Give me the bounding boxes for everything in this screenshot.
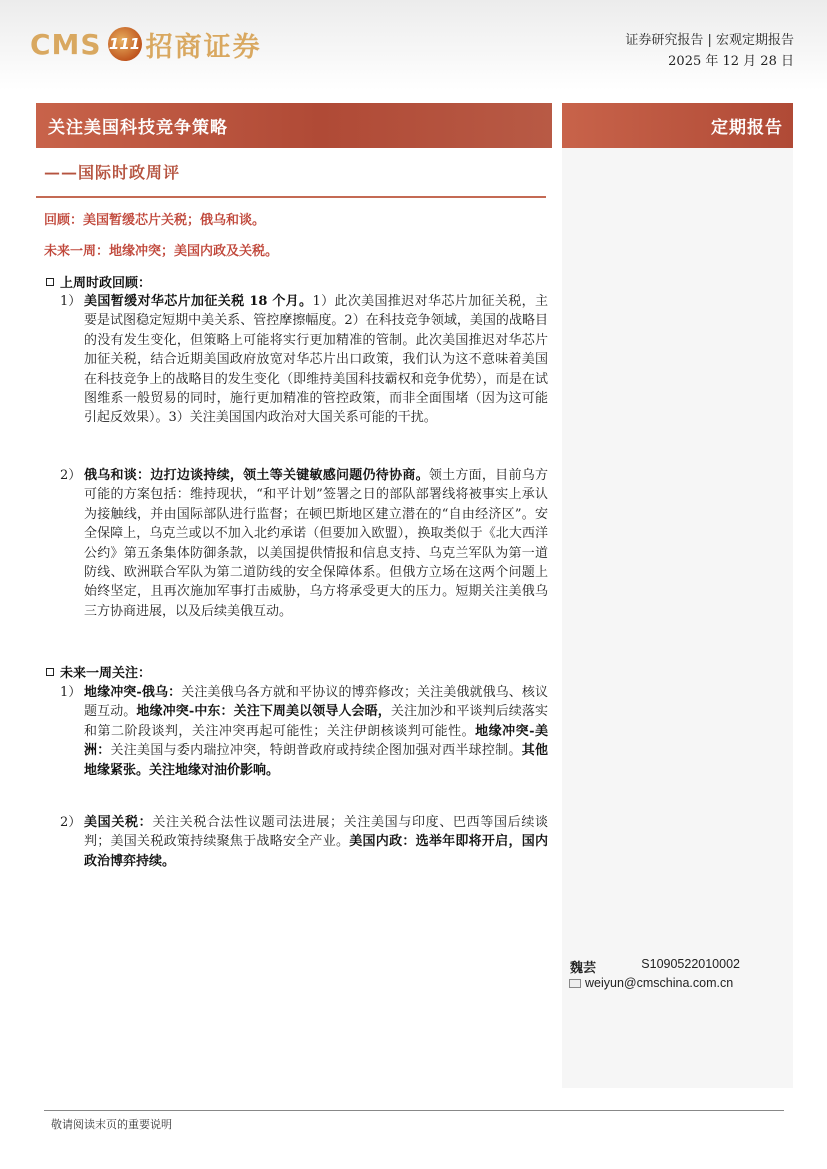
- logo-cms-text: CMS: [30, 27, 102, 61]
- item-heading: 美国暂缓对华芯片加征关税 18 个月。: [84, 294, 313, 309]
- item-heading: 地缘冲突-中东：关注下周美以领导人会晤，: [136, 704, 391, 720]
- item-text: 关注美国与委内瑞拉冲突，特朗普政府或持续企图加强对西半球控制。: [110, 743, 522, 759]
- item-paragraph: [84, 683, 548, 780]
- list-item: [60, 813, 548, 871]
- item-text: 关注关税合法性议题司法进展；关注美国与印度、巴西等国后续谈判；美国关税政策持续聚焦于战略安全产业。: [84, 815, 548, 850]
- item-text: 1）此次美国推迟对华芯片加征关税，主要是试图稳定短期中美关系、管控摩擦幅度。2）在科技竞争领域，美国的战略目的没有发生变化，但策略上可能将实行更加精准的管制。此次美国推迟对华芯片加征关税，结合近期美国政府放宽对华芯片出口政策，我们认为这不意味着美国在科技竞争上的战略目的发生变化（即维持美国科技霸权和竞争优势），而是在试图维系一般贸易的同时，施行更加精准的管控政策，而非全面围堵（因为这可能引起反效果）。3）关注美国国内政治对大国关系可能的干扰。: [84, 294, 548, 426]
- item-heading: 美国内政：选举年即将开启，国内政治博弈持续。: [84, 834, 548, 869]
- checkbox-bullet-icon: [46, 278, 54, 286]
- report-subtitle: ——国际时政周评: [44, 163, 181, 182]
- footer-divider: [44, 1110, 784, 1111]
- report-date: 2025 年 12 月 28 日: [668, 54, 794, 69]
- lead-next-week: 未来一周：地缘冲突；美国内政及关税。: [44, 244, 279, 259]
- logo-cn-text: 招商证券: [145, 31, 262, 63]
- section-label: 上周时政回顾：: [60, 276, 152, 291]
- section-next-week: [46, 662, 151, 681]
- list-item: [60, 683, 548, 780]
- footer-note: 敬请阅读末页的重要说明: [51, 1118, 172, 1131]
- section-label: 未来一周关注：: [60, 666, 152, 681]
- cms-logo: [30, 22, 262, 66]
- cms-logo-icon: 111: [108, 27, 142, 61]
- item-number: 1）: [60, 294, 82, 309]
- item-heading: 地缘冲突-美洲：: [84, 723, 548, 759]
- item-number: 1）: [60, 685, 82, 700]
- author-line: [570, 957, 740, 976]
- side-title: 定期报告: [562, 103, 793, 148]
- report-category: 证券研究报告 | 宏观定期报告: [625, 33, 794, 48]
- item-text: 关注美俄乌各方就和平协议的博弈修改；关注美俄就俄乌、核议题互动。: [84, 685, 548, 720]
- report-meta: [625, 30, 794, 72]
- list-item: [60, 466, 548, 621]
- item-heading: 地缘冲突-俄乌：: [84, 685, 182, 700]
- item-heading: 其他地缘紧张。关注地缘对油价影响。: [84, 743, 548, 778]
- lead-review: 回顾：美国暂缓芯片关税；俄乌和谈。: [44, 213, 266, 228]
- checkbox-bullet-icon: [46, 668, 54, 676]
- item-paragraph: [84, 813, 548, 871]
- subtitle-divider: [36, 196, 546, 198]
- item-text: 领土方面，目前乌方可能的方案包括：维持现状，“和平计划”签署之日的部队部署线将被事实上承认为接触线，并由国际部队进行监督；在顿巴斯地区建立潜在的“自由经济区”。安全保障上，乌克兰或以不加入北约承诺（但要加入欧盟），换取类似于《北大西洋公约》第五条集体防御条款，以美国提供情报和信息支持、乌克兰军队为第一道防线、欧洲联合军队为第二道防线的安全保障体系。但俄方立场在这两个问题上始终坚定，且再次施加军事打击威胁，乌方将承受更大的压力。短期关注美俄乌三方协商进展，以及后续美俄互动。: [84, 468, 548, 619]
- item-heading: 美国关税：: [84, 815, 153, 830]
- section-last-week: [46, 272, 151, 291]
- mail-icon: [569, 979, 581, 988]
- report-title: 关注美国科技竞争策略: [36, 103, 552, 148]
- list-item: [60, 292, 548, 428]
- item-paragraph: [84, 292, 548, 428]
- author-email[interactable]: weiyun@cmschina.com.cn: [585, 976, 734, 990]
- item-heading: 俄乌和谈：边打边谈持续，领土等关键敏感问题仍待协商。: [84, 468, 429, 483]
- item-number: 2）: [60, 468, 82, 483]
- item-text: 关注加沙和平谈判后续落实和第二阶段谈判，关注冲突再起可能性；关注伊朗核谈判可能性。: [84, 704, 548, 739]
- side-panel: [562, 148, 793, 1088]
- author-email-line: [569, 976, 733, 990]
- item-paragraph: [84, 466, 548, 621]
- author-name: 魏芸: [570, 961, 597, 976]
- author-id: S1090522010002: [641, 957, 740, 971]
- item-number: 2）: [60, 815, 82, 830]
